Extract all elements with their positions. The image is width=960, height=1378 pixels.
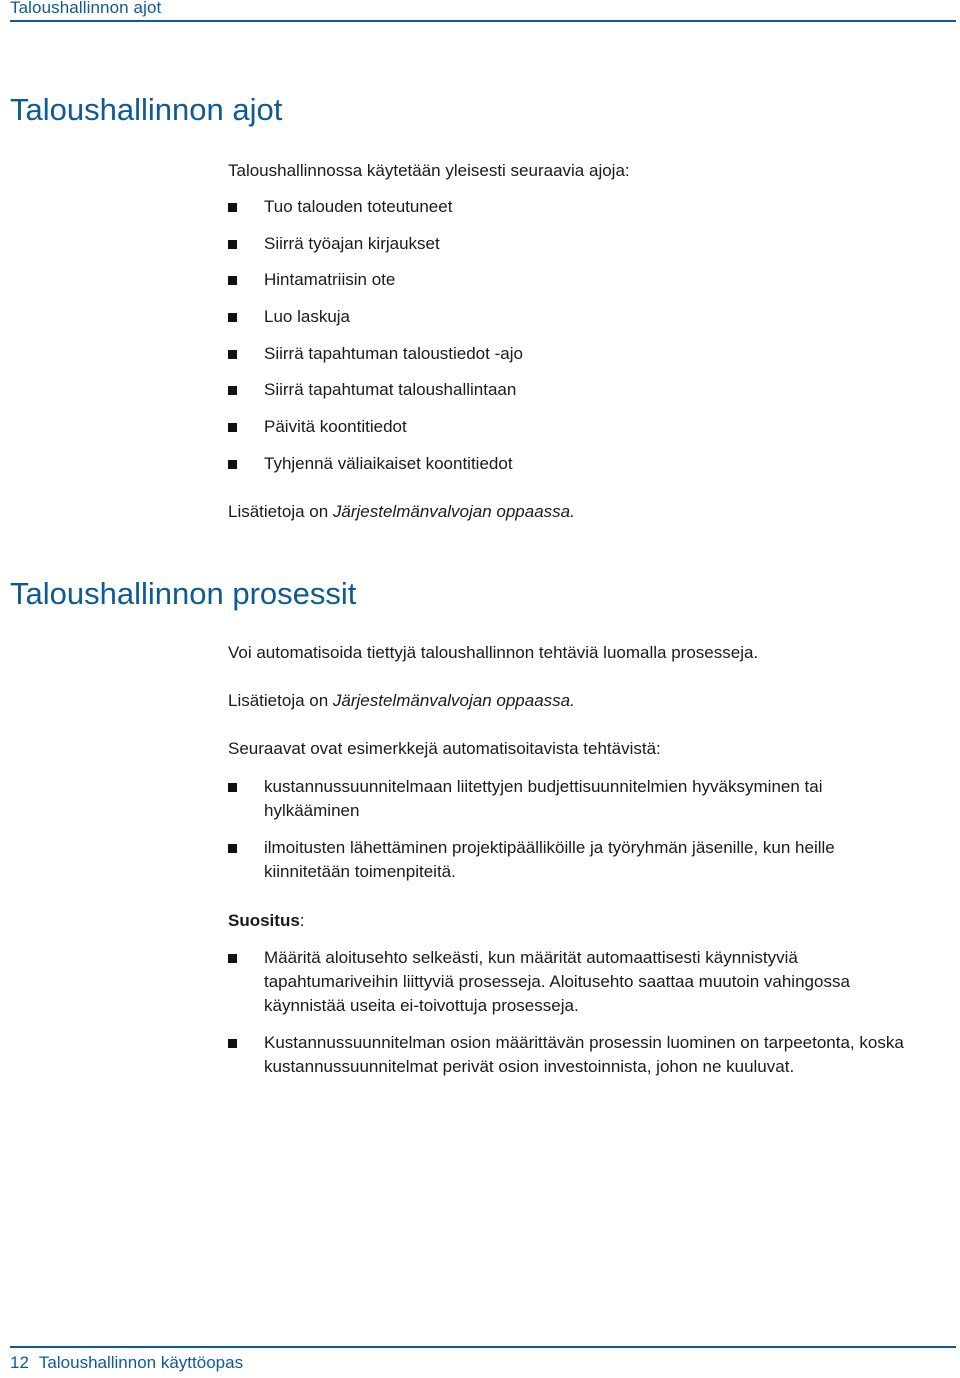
bullet-square-icon — [228, 203, 237, 212]
bullet-square-icon — [228, 954, 237, 963]
bullet-square-icon — [228, 783, 237, 792]
running-header: Taloushallinnon ajot — [10, 0, 162, 17]
section1-intro: Taloushallinnossa käytetään yleisesti seuraavia ajoja: — [228, 161, 630, 180]
jobs-list — [228, 195, 523, 489]
list-item: Määritä aloitusehto selkeästi, kun määrität automaattisesti käynnistyviä tapahtumariveihin liittyviä prosesseja. Aloitusehto saattaa muutoin vahingossa käynnistää useita ei-toivottuja prosesseja. — [228, 946, 928, 1018]
page-footer — [10, 1353, 243, 1373]
section2-more-info: Lisätietoja on Järjestelmänvalvojan oppaassa. — [228, 691, 575, 710]
bullet-square-icon — [228, 386, 237, 395]
recommendation-heading: Suositus: — [228, 911, 305, 930]
header-rule — [10, 20, 956, 22]
page-number: 12 — [10, 1353, 29, 1372]
section-title-ajot: Taloushallinnon ajot — [10, 92, 283, 127]
bullet-square-icon — [228, 350, 237, 359]
recommendations-list — [228, 946, 928, 1092]
section2-intro: Voi automatisoida tiettyjä taloushallinnon tehtäviä luomalla prosesseja. — [228, 643, 759, 662]
list-item: Kustannussuunnitelman osion määrittävän prosessin luominen on tarpeetonta, koska kustannussuunnitelmat perivät osion investoinnista, johon ne kuuluvat. — [228, 1031, 928, 1079]
list-item: Siirrä tapahtuman taloustiedot -ajo — [228, 342, 523, 379]
guide-title: Taloushallinnon käyttöopas — [38, 1353, 244, 1372]
bullet-square-icon — [228, 844, 237, 853]
admin-guide-reference: Järjestelmänvalvojan oppaassa. — [332, 502, 575, 521]
bullet-square-icon — [228, 460, 237, 469]
bullet-square-icon — [228, 1039, 237, 1048]
list-item: Hintamatriisin ote — [228, 268, 523, 305]
footer-rule — [10, 1346, 956, 1348]
list-item: kustannussuunnitelmaan liitettyjen budjettisuunnitelmien hyväksyminen tai hylkääminen — [228, 775, 918, 823]
list-item: Tuo talouden toteutuneet — [228, 195, 523, 232]
list-item: Päivitä koontitiedot — [228, 415, 523, 452]
section1-more-info: Lisätietoja on Järjestelmänvalvojan oppaassa. — [228, 502, 575, 521]
list-item: ilmoitusten lähettäminen projektipäälliköille ja työryhmän jäsenille, kun heille kiinnitetään toimenpiteitä. — [228, 836, 918, 884]
list-item: Luo laskuja — [228, 305, 523, 342]
admin-guide-reference: Järjestelmänvalvojan oppaassa. — [332, 691, 575, 710]
bullet-square-icon — [228, 313, 237, 322]
examples-list — [228, 775, 918, 897]
list-item: Tyhjennä väliaikaiset koontitiedot — [228, 452, 523, 489]
examples-intro: Seuraavat ovat esimerkkejä automatisoitavista tehtävistä: — [228, 739, 661, 758]
bullet-square-icon — [228, 276, 237, 285]
section-title-prosessit: Taloushallinnon prosessit — [10, 576, 357, 611]
bullet-square-icon — [228, 240, 237, 249]
bullet-square-icon — [228, 423, 237, 432]
list-item: Siirrä työajan kirjaukset — [228, 232, 523, 269]
list-item: Siirrä tapahtumat taloushallintaan — [228, 378, 523, 415]
